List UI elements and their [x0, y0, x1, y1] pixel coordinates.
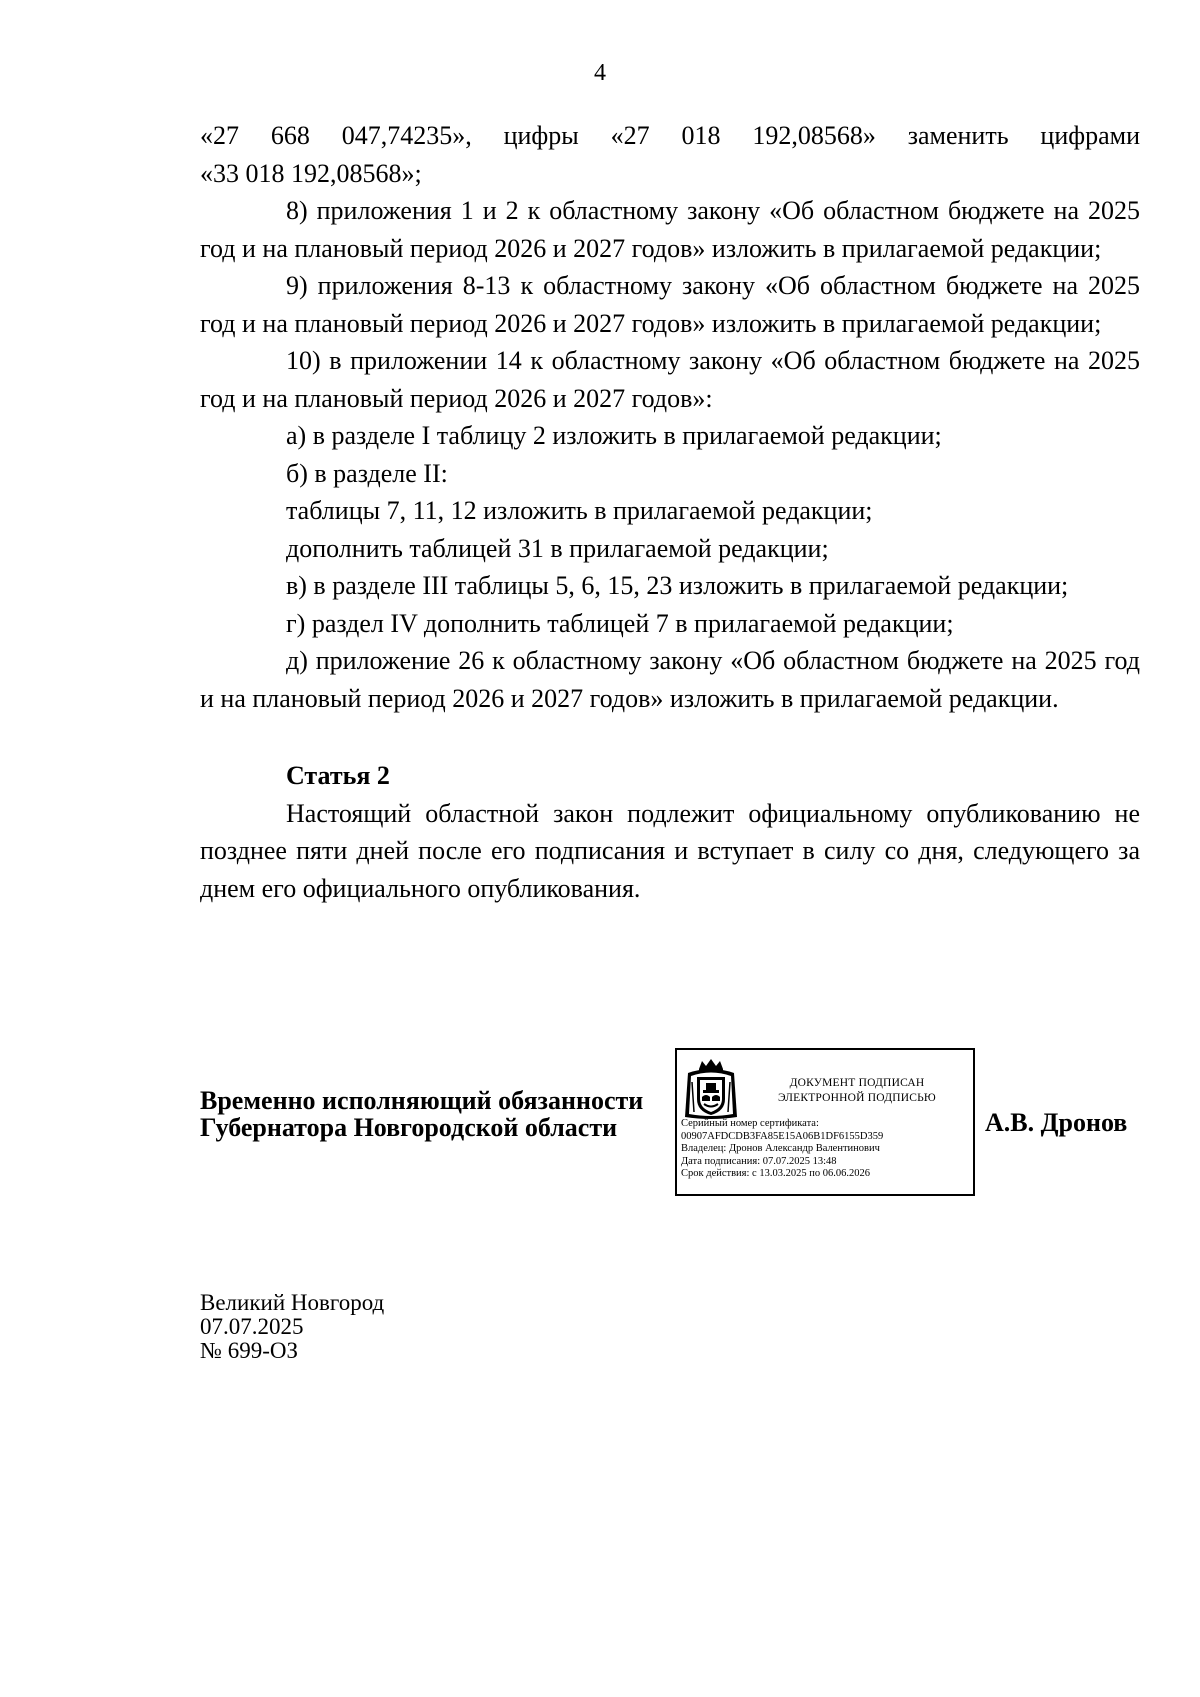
- esig-details: [681, 1118, 971, 1181]
- signatory-position-line2: Губернатора Новгородской области: [200, 1113, 618, 1142]
- item-10-g: г) раздел IV дополнить таблицей 7 в прилагаемой редакции;: [286, 608, 954, 638]
- law-text: [200, 117, 1140, 907]
- article-heading: Статья 2: [286, 761, 390, 790]
- item-10-b-add-table: дополнить таблицей 31 в прилагаемой редакции;: [286, 533, 829, 563]
- signatory-name: А.В. Дронов: [985, 1108, 1128, 1137]
- item-8: 8) приложения 1 и 2 к областному закону «Об областном бюджете на 2025 год и на плановый период 2026 и 2027 годов» изложить в прилагаемой редакции;: [200, 196, 1140, 263]
- article-text: Настоящий областной закон подлежит официальному опубликованию не позднее пяти дней после его подписания и вступает в силу со дня, следующего за днем его официального опубликования.: [200, 798, 1140, 903]
- esig-owner: Владелец: Дронов Александр Валентинович: [681, 1143, 880, 1154]
- esig-heading-line1: ДОКУМЕНТ ПОДПИСАН: [789, 1077, 925, 1089]
- electronic-signature-stamp: [675, 1048, 975, 1196]
- document-footer: [200, 1291, 384, 1363]
- item-9: 9) приложения 8-13 к областному закону «Об областном бюджете на 2025 год и на плановый период 2026 и 2027 годов» изложить в прилагаемой редакции;: [200, 271, 1140, 338]
- esig-serial-label: Серийный номер сертификата:: [681, 1118, 819, 1129]
- item-10-a: а) в разделе I таблицу 2 изложить в прилагаемой редакции;: [286, 421, 942, 450]
- item-10: 10) в приложении 14 к областному закону «Об областном бюджете на 2025 год и на плановый период 2026 и 2027 годов»:: [200, 346, 1140, 413]
- continuation-line-end: «33 018 192,08568»;: [200, 158, 422, 188]
- item-10-d: д) приложение 26 к областному закону «Об областном бюджете на 2025 год и на плановый период 2026 и 2027 годов» изложить в прилагаемой редакции.: [200, 646, 1140, 713]
- esig-heading: [747, 1076, 967, 1106]
- item-10-v: в) в разделе III таблицы 5, 6, 15, 23 изложить в прилагаемой редакции;: [286, 571, 1069, 600]
- footer-law-number: № 699-ОЗ: [200, 1338, 298, 1363]
- page-number: 4: [594, 60, 606, 86]
- footer-date: 07.07.2025: [200, 1314, 304, 1339]
- esig-heading-line2: ЭЛЕКТРОННОЙ ПОДПИСЬЮ: [778, 1092, 936, 1104]
- signatory-position: [200, 1087, 643, 1141]
- esig-serial-value: 00907AFDCDB3FA85E15A06B1DF6155D359: [681, 1130, 884, 1142]
- section-gap: [200, 717, 1140, 757]
- esig-signed-date: Дата подписания: 07.07.2025 13:48: [681, 1155, 837, 1167]
- esig-validity: Срок действия: с 13.03.2025 по 06.06.2026: [681, 1168, 870, 1179]
- continuation-line: «27 668 047,74235», цифры «27 018 192,08568» заменить цифрами: [200, 121, 1140, 150]
- item-10-b-tables: таблицы 7, 11, 12 изложить в прилагаемой редакции;: [286, 496, 873, 525]
- signatory-position-line1: Временно исполняющий обязанности: [200, 1086, 644, 1115]
- footer-city: Великий Новгород: [200, 1290, 385, 1315]
- item-10-b: б) в разделе II:: [286, 458, 448, 488]
- novgorod-coat-of-arms-icon: [682, 1057, 740, 1121]
